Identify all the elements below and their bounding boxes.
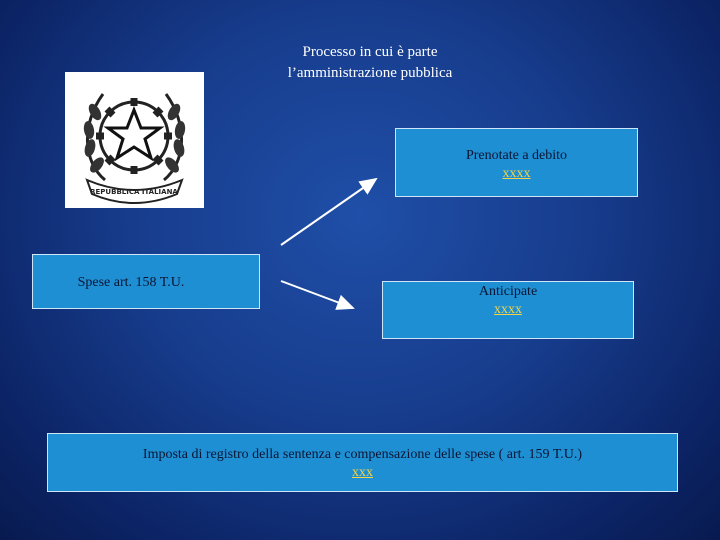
- title-line-2: l’amministrazione pubblica: [287, 65, 453, 81]
- node-prenotate-label: Prenotate a debito: [465, 148, 568, 163]
- title-line-1: Processo in cui è parte: [302, 44, 438, 60]
- node-anticipate-link[interactable]: xxxx: [494, 302, 522, 317]
- arrow-to-prenotate: [281, 179, 376, 245]
- svg-text:REPUBBLICA ITALIANA: REPUBBLICA ITALIANA: [90, 188, 178, 196]
- arrow-to-anticipate: [281, 281, 353, 308]
- node-imposta-link[interactable]: xxx: [352, 465, 373, 480]
- node-anticipate-label: Anticipate: [478, 284, 538, 299]
- node-prenotate-link[interactable]: xxxx: [502, 166, 531, 181]
- node-spese-label: Spese art. 158 T.U.: [77, 275, 185, 290]
- node-imposta-label: Imposta di registro della sentenza e compensazione delle spese ( art. 159 T.U.): [142, 447, 583, 462]
